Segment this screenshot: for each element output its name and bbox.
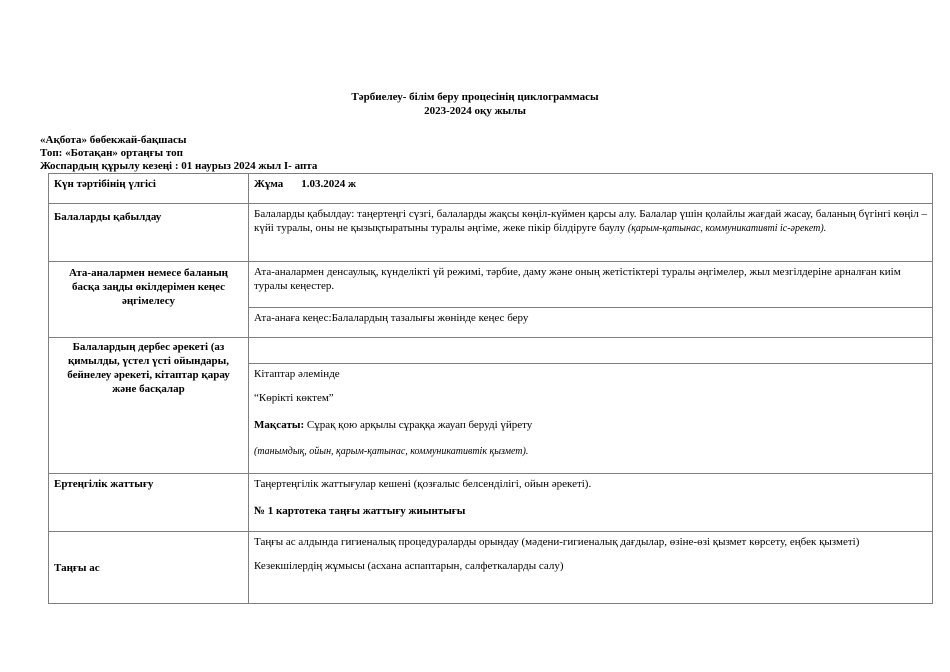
kindergarten-name: «Ақбота» бөбекжай-бақшасы (40, 134, 187, 146)
reception-label: Балаларды қабылдау (54, 211, 162, 223)
breakfast-text-1: Таңғы ас алдында гигиеналық процедураларды орындау (мәдени-гигиеналық дағдылар, өзіне-өзі қызмет көрсету, еңбек қызметі) (254, 536, 860, 548)
parents-text-1: Ата-аналармен денсаулық, күнделікті үй режимі, тәрбие, даму және оның жетістіктері туралы әңгімелер, жыл мезгілдеріне арналған киім туралы кеңестер. (254, 266, 901, 292)
table-row-reception (49, 204, 933, 262)
table-header-row (49, 174, 933, 204)
exercise-label-cell (49, 474, 249, 532)
parents-content-cell-2 (249, 308, 933, 338)
table-row-exercise (49, 474, 933, 532)
parents-label-cell (49, 262, 249, 338)
academic-year: 2023-2024 оқу жылы (424, 105, 526, 117)
table-row-breakfast (49, 532, 933, 604)
header-routine-label: Күн тәртібінің үлгісі (54, 178, 156, 190)
breakfast-label: Таңғы ас (54, 561, 100, 574)
header-day-cell (249, 174, 933, 204)
header-date: 1.03.2024 ж (301, 178, 357, 190)
plan-period: Жоспардың құрылу кезеңі : 01 наурыз 2024 жыл I- апта (40, 160, 318, 172)
independent-line-1: Кітаптар әлемінде (254, 368, 340, 380)
header-left-cell (49, 174, 249, 204)
parents-text-2: Ата-анаға кеңес:Балалардың тазалығы жөнінде кеңес беру (254, 312, 529, 324)
reception-note: (қарым-қатынас, коммуникативті іс-әрекет). (627, 223, 827, 234)
table-row-independent-1 (49, 338, 933, 364)
reception-label-cell (49, 204, 249, 262)
independent-label-cell (49, 338, 249, 474)
parents-label: Ата-аналармен немесе баланың басқа заңды өкілдерімен кеңес әңгімелесу (68, 267, 229, 307)
schedule-table (48, 173, 933, 604)
exercise-label: Ертеңгілік жаттығу (54, 478, 154, 490)
exercise-text-1: Таңертеңгілік жаттығулар кешені (қозғалыс белсенділігі, ойын әрекеті). (254, 478, 592, 490)
group-name: Топ: «Ботақан» ортаңғы топ (40, 147, 183, 159)
reception-content-cell (249, 204, 933, 262)
table-row-parents-1 (49, 262, 933, 308)
independent-label: Балалардың дербес әрекеті (аз қимылды, үстел үсті ойындары, бейнелеу әрекеті, кітаптар қарау және басқалар (67, 341, 230, 395)
breakfast-content-cell (249, 532, 933, 604)
parents-content-cell-1 (249, 262, 933, 308)
reception-text: Балаларды қабылдау: таңертеңгі сүзгі, балаларды жақсы көңіл-күймен қарсы алу. Балалар үшін қолайлы жағдай жасау, баланың бүгінгі көңіл – күйі туралы, оны не қызықтыратыны туралы әңгіме, жеке пікір білдіруге баулу (254, 208, 927, 234)
independent-note: (танымдық, ойын, қарым-қатынас, коммуникативтік қызмет). (254, 446, 529, 457)
header-day: Жұма (254, 178, 284, 190)
breakfast-label-cell (49, 532, 249, 604)
independent-line-2: “Көрікті көктем” (254, 392, 334, 404)
independent-empty-cell (249, 338, 933, 364)
exercise-content-cell (249, 474, 933, 532)
goal-label: Мақсаты: (254, 419, 305, 431)
independent-content-cell (249, 364, 933, 474)
breakfast-text-2: Кезекшілердің жұмысы (асхана аспаптарын, салфеткаларды салу) (254, 560, 564, 572)
independent-goal (254, 418, 927, 432)
exercise-text-2: № 1 картотека таңғы жаттығу жиынтығы (254, 505, 466, 517)
document-title: Тәрбиелеу- білім беру процесінің циклограммасы (351, 91, 599, 103)
goal-text: Сұрақ қою арқылы сұраққа жауап беруді үйрету (306, 419, 533, 431)
